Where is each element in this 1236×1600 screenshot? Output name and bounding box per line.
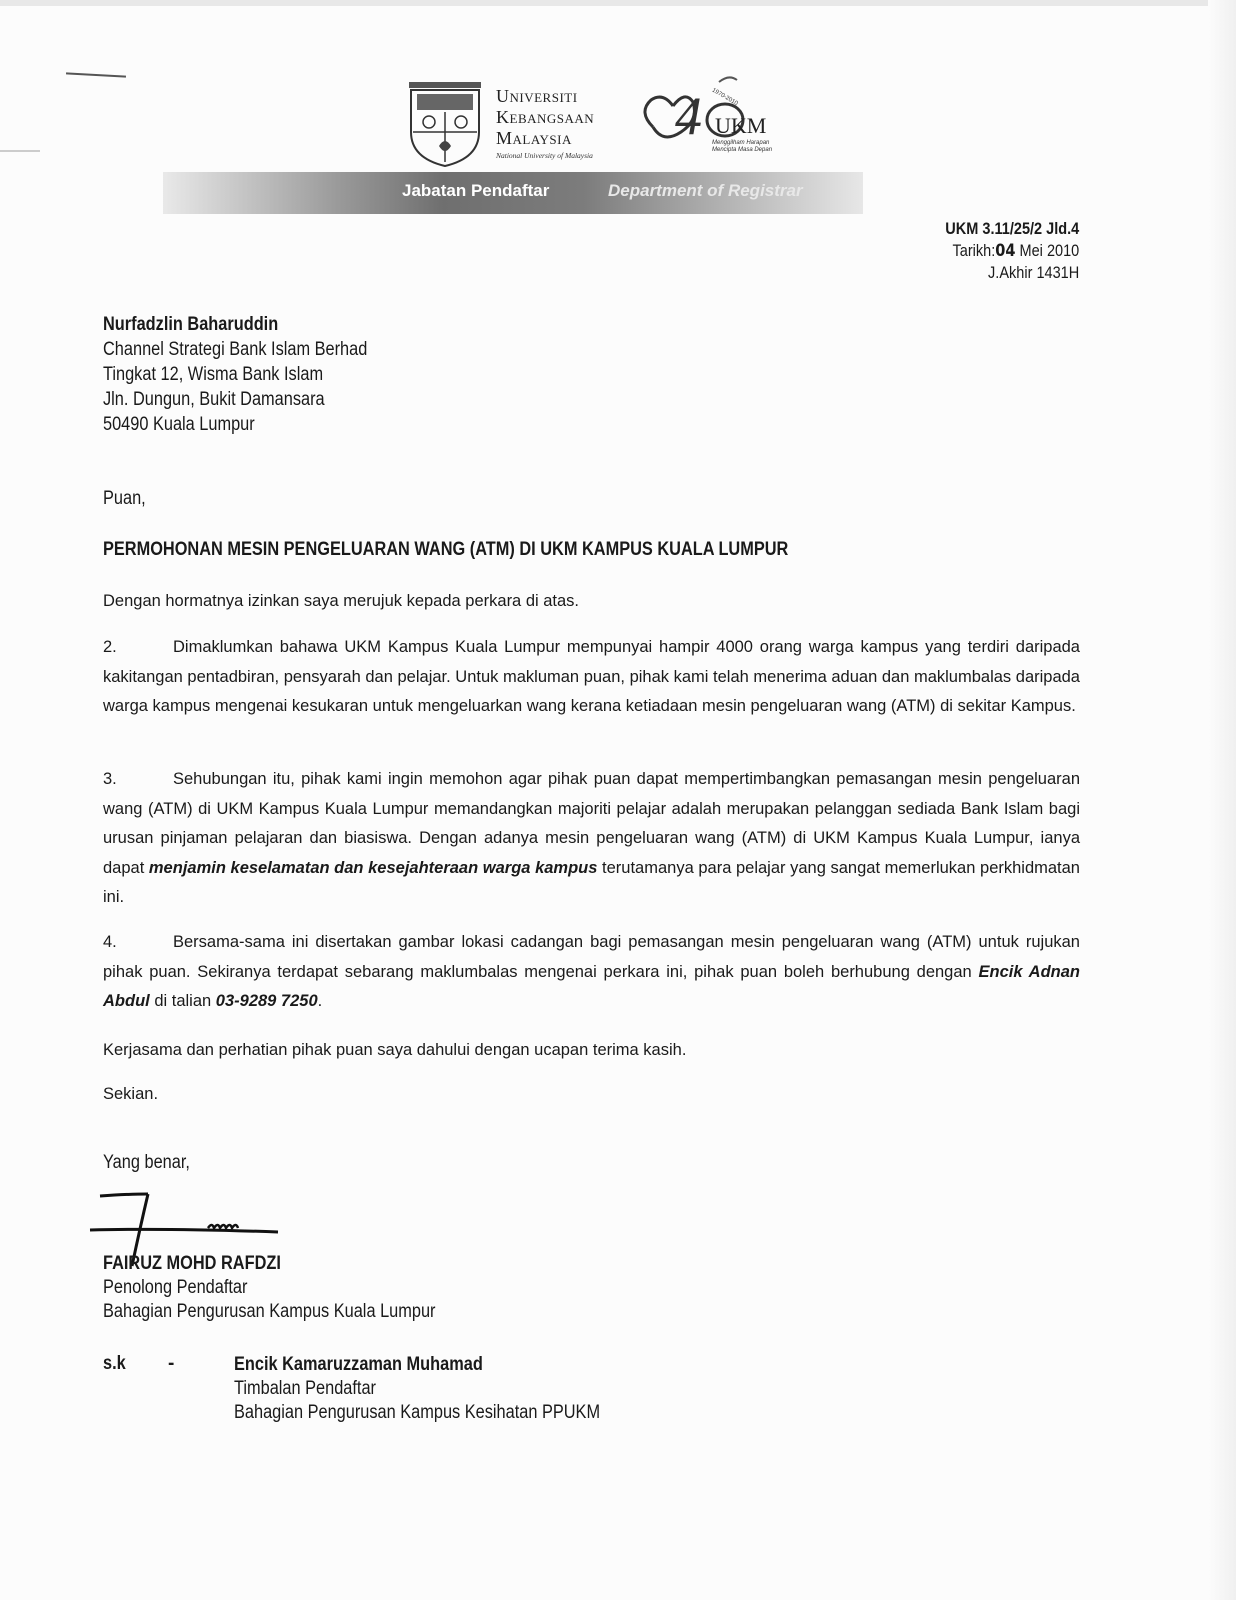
date-month-year: Mei 2010 — [1015, 242, 1079, 260]
paragraph-2 — [103, 633, 1080, 722]
scan-edge-right — [1208, 0, 1236, 1600]
cc-dash: - — [168, 1353, 175, 1374]
scan-edge-top — [0, 0, 1236, 6]
fold-line — [0, 150, 40, 152]
closing-salutation: Yang benar, — [103, 1152, 190, 1173]
intro-paragraph: Dengan hormatnya izinkan saya merujuk kepada perkara di atas. — [103, 592, 580, 610]
anniversary-tagline-2: Mencipta Masa Depan — [712, 147, 773, 153]
contact-person: Encik Adnan Abdul — [103, 962, 1080, 1010]
anniversary-tagline-1: Menggilham Harapan — [712, 140, 770, 146]
signer-title: Penolong Pendaftar — [103, 1277, 248, 1298]
cc-department: Bahagian Pengurusan Kampus Kesihatan PPUKM — [234, 1402, 601, 1423]
recipient-name: Nurfadzlin Baharuddin — [103, 314, 279, 335]
pen-mark — [66, 72, 126, 77]
paragraph-4-text-a: Bersama-sama ini disertakan gambar lokasi cadangan bagi pemasangan mesin pengeluaran wang (ATM) untuk rujukan pihak puan. Sekiranya terdapat sebarang maklumbalas mengenai perkara ini, pihak puan boleh berhubung dengan — [103, 933, 1080, 981]
university-line-2: Kebangsaan — [496, 107, 595, 127]
cc-recipient — [234, 1353, 600, 1425]
university-subtitle: National University of Malaysia — [496, 151, 593, 160]
ukm-crest-icon — [405, 80, 485, 168]
paragraph-3-emphasis: menjamin keselamatan dan kesejahteraan warga kampus — [148, 858, 598, 877]
signer-name: FAIRUZ MOHD RAFDZI — [103, 1253, 281, 1274]
thanks-paragraph: Kerjasama dan perhatian pihak puan saya dahului dengan ucapan terima kasih. — [103, 1041, 687, 1059]
paragraph-4-number: 4. — [103, 933, 117, 951]
anniversary-ukm-text: UKM — [715, 113, 767, 138]
paragraph-2-text: Dimaklumkan bahawa UKM Kampus Kuala Lumpur mempunyai hampir 4000 orang warga kampus yang terdiri daripada kakitangan pentadbiran, pensyarah dan pelajar. Untuk makluman puan, pihak kami telah menerima aduan dan maklumbalas daripada warga kampus mengenai kesukaran untuk mengeluarkan wang kerana ketiadaan mesin pengeluaran wang (ATM) di sekitar Kampus. — [103, 638, 1080, 715]
university-line-3: Malaysia — [496, 128, 572, 148]
signer-department: Bahagian Pengurusan Kampus Kuala Lumpur — [103, 1301, 436, 1322]
paragraph-2-number: 2. — [103, 638, 117, 656]
anniversary-years: 1970-2010 — [710, 87, 739, 108]
banner-department-en: Department of Registrar — [608, 181, 803, 200]
paragraph-3-text-a: Sehubungan itu, pihak kami ingin memohon agar pihak puan dapat mempertimbangkan pemasangan mesin pengeluaran wang (ATM) di UKM Kampus Kuala Lumpur memandangkan majoriti pelajar adalah merupakan pelanggan sediada Bank Islam bagi urusan pinjaman pelajaran dan biasiswa. Dengan adanya mesin pengeluaran wang (ATM) di UKM Kampus Kuala Lumpur, ianya dapat — [103, 770, 1080, 877]
paragraph-3-text-b: terutamanya para pelajar yang sangat memerlukan perkhidmatan ini. — [103, 858, 1080, 906]
cc-title: Timbalan Pendaftar — [234, 1378, 376, 1399]
recipient-line-2: Tingkat 12, Wisma Bank Islam — [103, 364, 324, 385]
banner-department-ms: Jabatan Pendaftar — [402, 181, 550, 200]
paragraph-3 — [103, 765, 1080, 913]
paragraph-3-number: 3. — [103, 770, 117, 788]
recipient-line-3: Jln. Dungun, Bukit Damansara — [103, 389, 325, 410]
recipient-address — [103, 312, 367, 437]
signer-block — [103, 1252, 435, 1324]
paragraph-4-text-c: . — [317, 992, 323, 1010]
reference-block — [945, 218, 1079, 284]
anniversary-tagline — [712, 140, 772, 154]
sekian: Sekian. — [103, 1085, 159, 1103]
cc-label: s.k — [103, 1353, 126, 1374]
paragraph-4-text-b: di talian — [149, 992, 216, 1010]
svg-text:4: 4 — [675, 86, 702, 146]
paragraph-4 — [103, 928, 1080, 1017]
greeting: Puan, — [103, 488, 146, 509]
reference-number: UKM 3.11/25/2 Jld.4 — [945, 220, 1079, 238]
reference-date — [945, 240, 1079, 262]
university-name — [496, 86, 594, 149]
subject-line: PERMOHONAN MESIN PENGELUARAN WANG (ATM) DI UKM KAMPUS KUALA LUMPUR — [103, 539, 789, 560]
contact-phone: 03-9289 7250 — [215, 992, 318, 1010]
date-day-handwritten: 04 — [995, 241, 1016, 260]
hijri-date: J.Akhir 1431H — [987, 264, 1079, 282]
date-label: Tarikh: — [952, 242, 996, 260]
recipient-line-4: 50490 Kuala Lumpur — [103, 414, 255, 435]
cc-name: Encik Kamaruzzaman Muhamad — [234, 1354, 483, 1375]
recipient-line-1: Channel Strategi Bank Islam Berhad — [103, 339, 368, 360]
university-line-1: Universiti — [496, 86, 578, 106]
